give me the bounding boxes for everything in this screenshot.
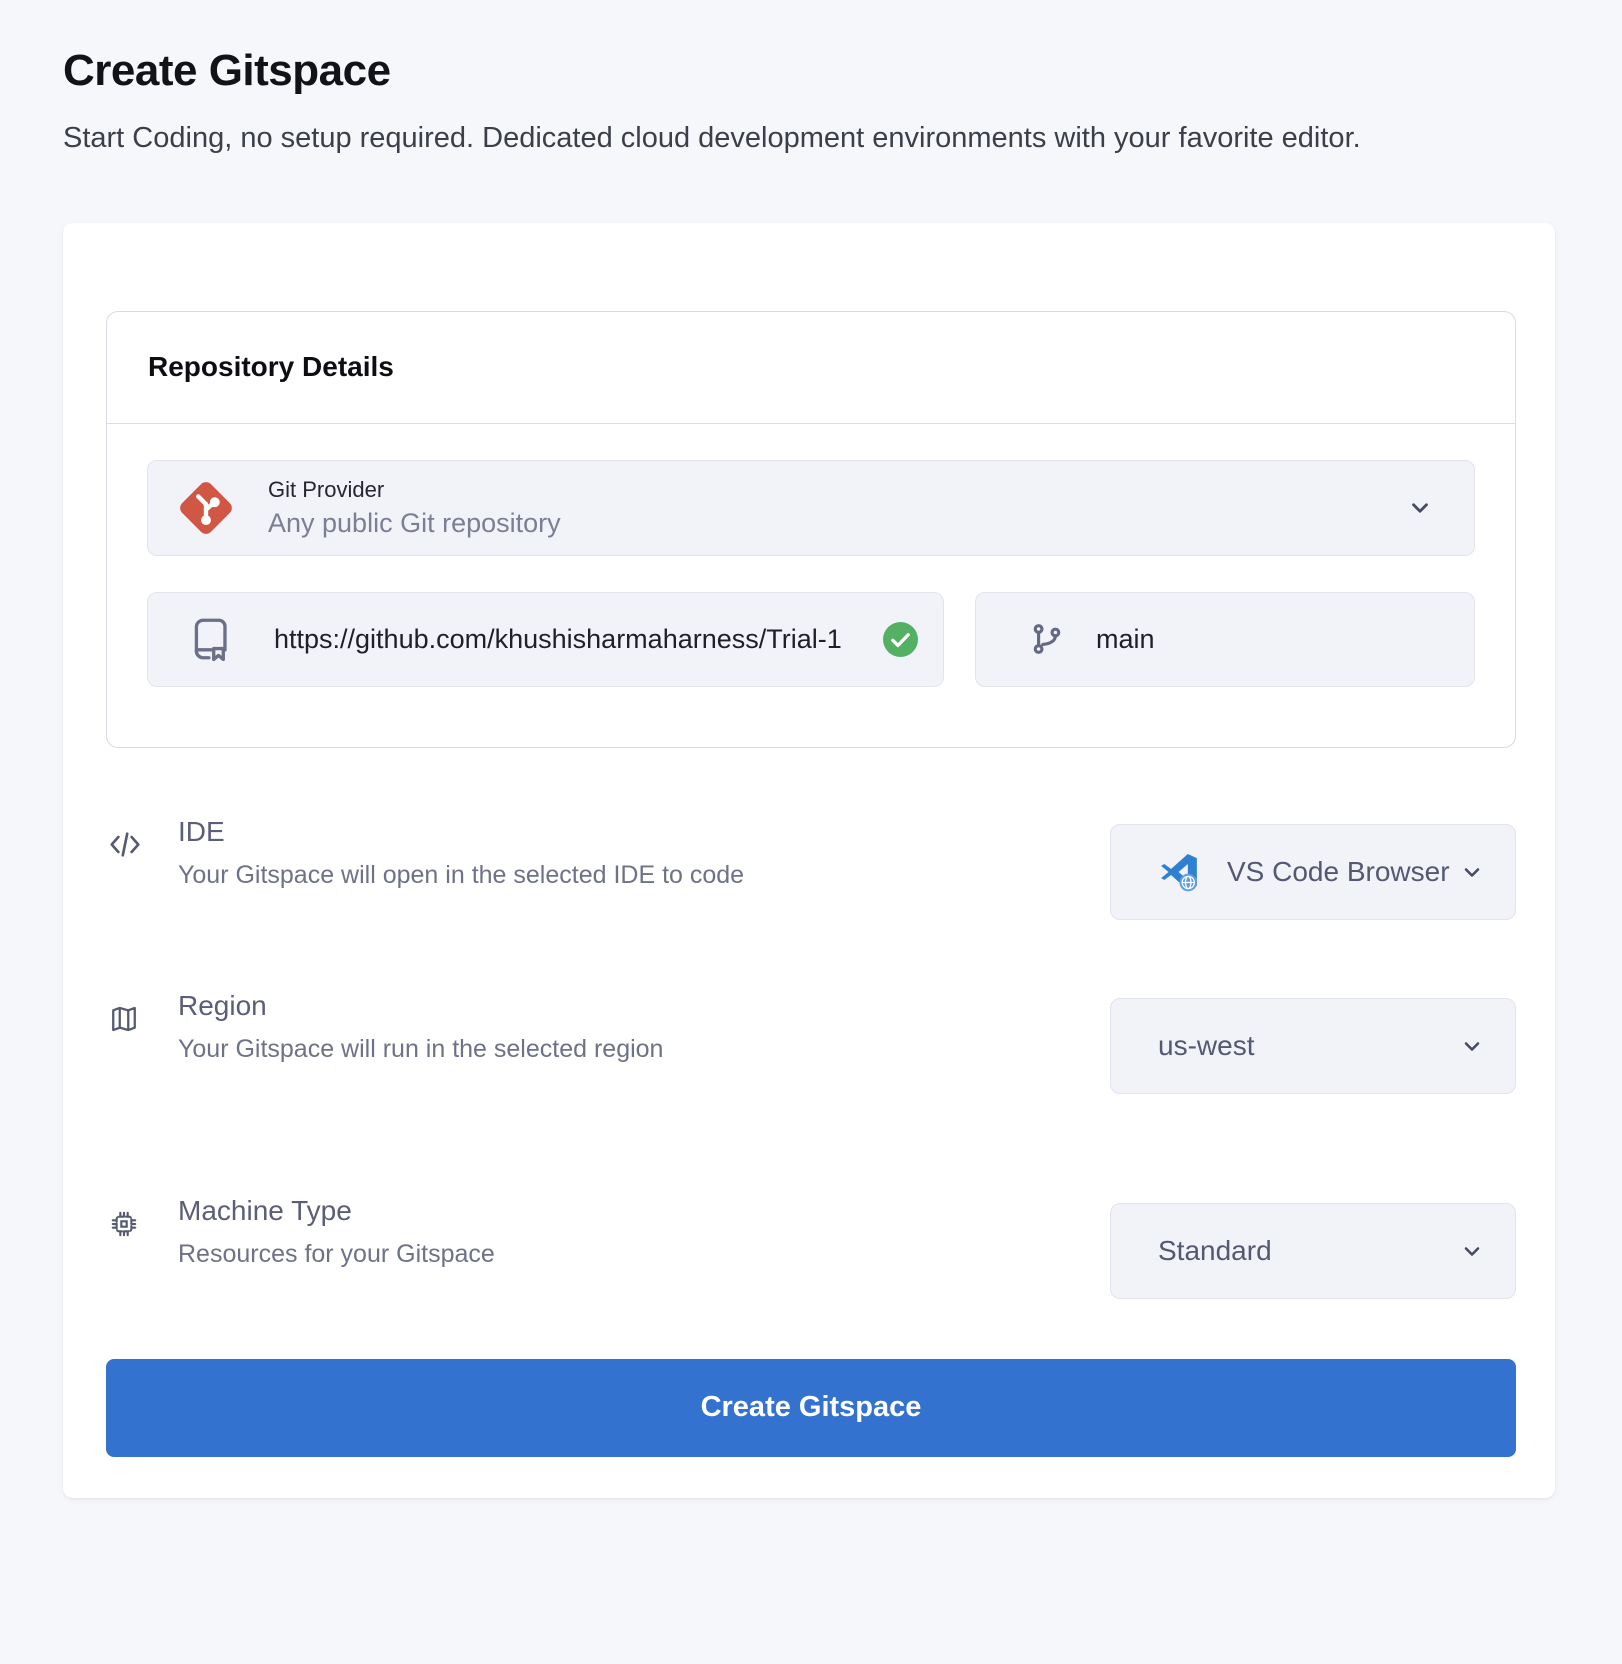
gitspace-form-card bbox=[63, 223, 1555, 1498]
machine-type-select[interactable] bbox=[1110, 1203, 1516, 1299]
machine-type-select-value: Standard bbox=[1158, 1234, 1272, 1266]
ide-label: IDE bbox=[178, 815, 225, 847]
setting-row-ide bbox=[107, 815, 1516, 920]
page-subtitle: Start Coding, no setup required. Dedicated cloud development environments with your favorite editor. bbox=[63, 122, 1361, 154]
repository-details-section bbox=[106, 311, 1516, 748]
map-icon bbox=[107, 1002, 143, 1036]
code-icon bbox=[107, 828, 143, 861]
git-icon bbox=[170, 472, 242, 544]
repository-details-body bbox=[107, 424, 1515, 747]
chevron-down-icon bbox=[1459, 1238, 1485, 1264]
chevron-down-icon bbox=[1459, 1033, 1485, 1059]
chip-icon bbox=[107, 1207, 143, 1241]
repo-inputs-row bbox=[147, 592, 1475, 687]
repo-url-input[interactable] bbox=[274, 624, 882, 655]
git-provider-text bbox=[268, 477, 561, 539]
region-label: Region bbox=[178, 989, 267, 1021]
create-gitspace-page bbox=[0, 46, 1622, 1570]
git-provider-value: Any public Git repository bbox=[268, 507, 561, 538]
chevron-down-icon bbox=[1459, 859, 1485, 885]
repo-url-field bbox=[147, 592, 944, 687]
region-select-value: us-west bbox=[1158, 1029, 1255, 1061]
region-row-text bbox=[178, 990, 663, 1064]
machine-type-row-text bbox=[178, 1195, 495, 1269]
ide-description: Your Gitspace will open in the selected IDE to code bbox=[178, 860, 745, 889]
ide-row-text bbox=[178, 816, 744, 890]
git-provider-select[interactable] bbox=[147, 460, 1475, 556]
region-description: Your Gitspace will run in the selected region bbox=[178, 1034, 664, 1063]
branch-field bbox=[975, 592, 1475, 687]
repository-details-title: Repository Details bbox=[148, 351, 394, 383]
check-circle-icon bbox=[882, 621, 919, 658]
git-provider-label: Git Provider bbox=[268, 476, 385, 502]
machine-type-description: Resources for your Gitspace bbox=[178, 1239, 495, 1268]
branch-input[interactable] bbox=[1096, 624, 1450, 655]
chevron-down-icon bbox=[1406, 494, 1434, 522]
setting-row-region bbox=[107, 989, 1516, 1094]
git-branch-icon bbox=[1026, 616, 1068, 662]
region-select[interactable] bbox=[1110, 998, 1516, 1094]
vscode-browser-icon bbox=[1158, 851, 1200, 893]
ide-select[interactable] bbox=[1110, 824, 1516, 920]
book-icon bbox=[186, 611, 236, 667]
setting-row-machine-type bbox=[107, 1194, 1516, 1299]
repository-details-header bbox=[107, 312, 1515, 424]
page-title: Create Gitspace bbox=[63, 46, 391, 95]
machine-type-label: Machine Type bbox=[178, 1194, 352, 1226]
create-gitspace-button[interactable]: Create Gitspace bbox=[106, 1359, 1516, 1457]
ide-select-value: VS Code Browser bbox=[1227, 855, 1450, 887]
